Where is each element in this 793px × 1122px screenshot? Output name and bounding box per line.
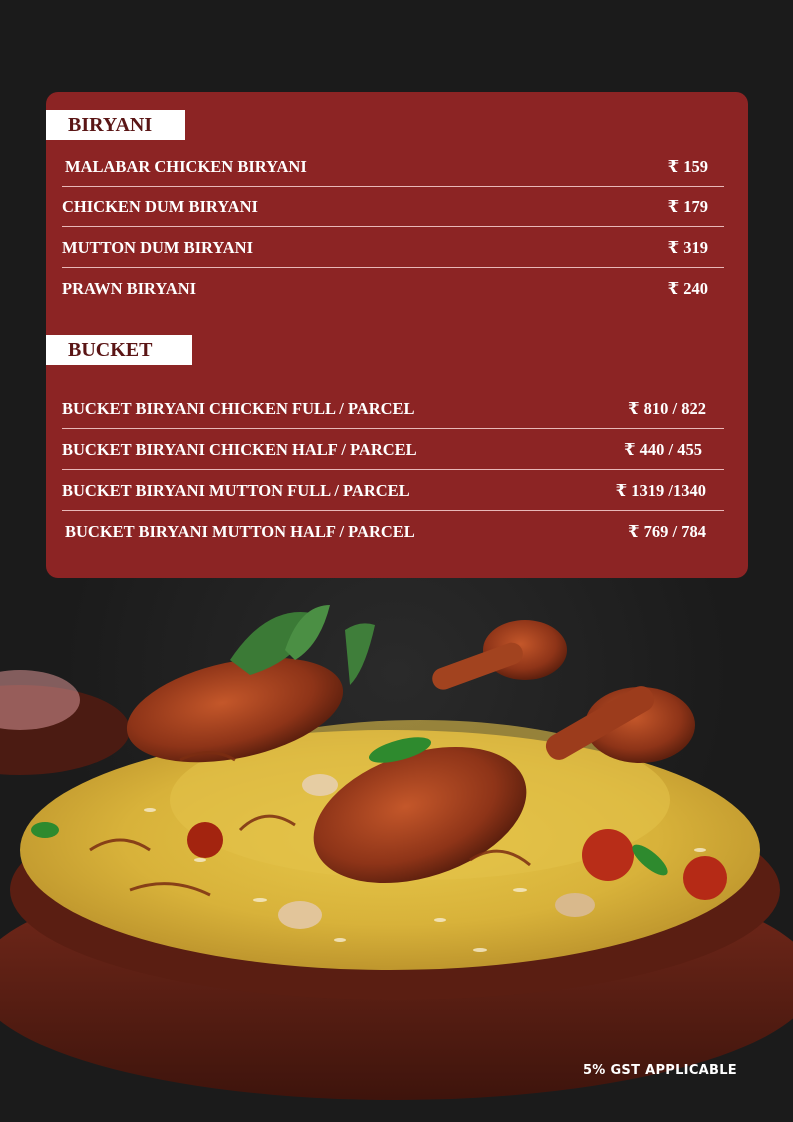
menu-item-name: MUTTON DUM BIRYANI <box>62 238 254 257</box>
biryani-plate-image <box>0 560 793 1122</box>
section-tag-bucket <box>46 335 192 365</box>
menu-item-name: BUCKET BIRYANI MUTTON FULL / PARCEL <box>62 481 410 500</box>
menu-item-name: PRAWN BIRYANI <box>62 279 197 298</box>
section-title: BUCKET <box>68 339 153 361</box>
menu-item-name: MALABAR CHICKEN BIRYANI <box>65 157 307 176</box>
menu-item <box>62 389 724 429</box>
menu-item-price: ₹ 810 / 822 <box>628 399 706 418</box>
menu-item <box>62 269 724 309</box>
menu-card <box>46 92 748 578</box>
menu-item <box>62 430 724 470</box>
menu-item-price: ₹ 159 <box>667 157 708 176</box>
menu-item-name: BUCKET BIRYANI CHICKEN FULL / PARCEL <box>62 399 415 418</box>
menu-item <box>62 187 724 227</box>
section-title: BIRYANI <box>68 114 153 136</box>
menu-item <box>62 228 724 268</box>
menu-item-name: BUCKET BIRYANI CHICKEN HALF / PARCEL <box>62 440 417 459</box>
menu-item <box>62 471 724 511</box>
row-divider <box>62 469 724 470</box>
menu-item-name: BUCKET BIRYANI MUTTON HALF / PARCEL <box>65 522 415 541</box>
gst-note: 5% GST APPLICABLE <box>582 1063 737 1078</box>
menu-item-price: ₹ 319 <box>667 238 708 257</box>
menu-item-price: ₹ 1319 /1340 <box>615 481 706 500</box>
menu-item <box>62 147 724 187</box>
row-divider <box>62 267 724 268</box>
menu-item <box>62 512 724 552</box>
menu-item-price: ₹ 179 <box>667 197 708 216</box>
row-divider <box>62 226 724 227</box>
section-tag-biryani <box>46 110 185 140</box>
menu-item-name: CHICKEN DUM BIRYANI <box>62 197 258 216</box>
menu-item-price: ₹ 440 / 455 <box>624 440 702 459</box>
menu-item-price: ₹ 769 / 784 <box>628 522 706 541</box>
menu-item-price: ₹ 240 <box>667 279 708 298</box>
row-divider <box>62 510 724 511</box>
row-divider <box>62 428 724 429</box>
